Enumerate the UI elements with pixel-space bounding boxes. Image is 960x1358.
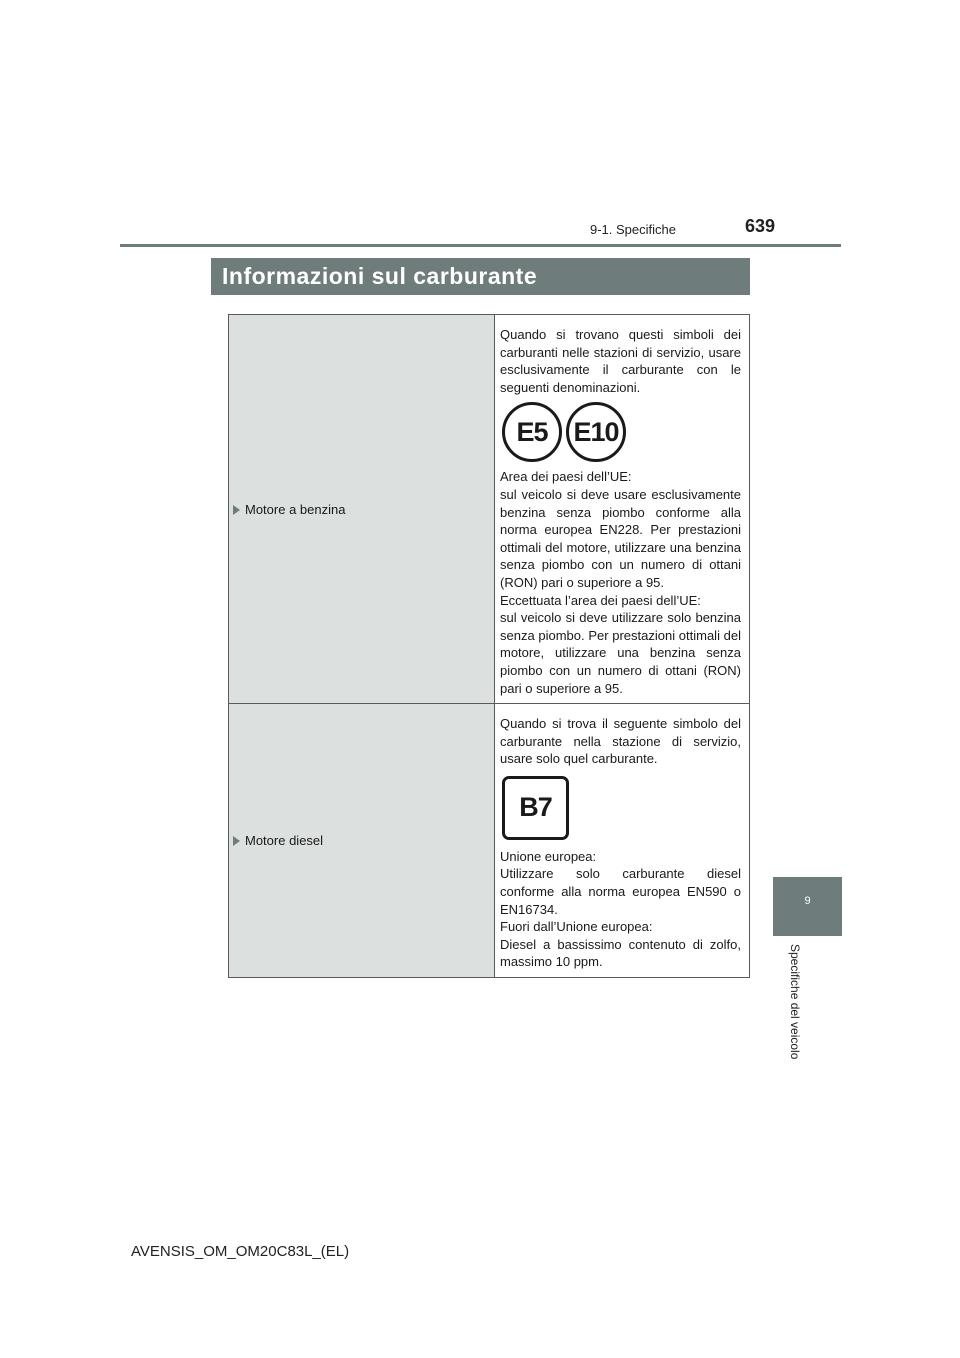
region-text: sul veicolo si deve utilizzare solo benzina senza piombo. Per prestazioni ottimali del motore, utilizzare una benzina senza piombo con un numero di ottani (RON) pari o superiore a 95.	[500, 610, 741, 696]
fuel-info-table	[228, 314, 750, 978]
header-rule	[120, 244, 841, 247]
table-row	[229, 315, 750, 704]
fuel-symbols	[500, 396, 741, 468]
table-row	[229, 704, 750, 978]
row-description-cell	[495, 315, 750, 704]
chapter-title: Specifiche del veicolo	[788, 944, 802, 1060]
region-heading: Unione europea:	[500, 848, 597, 864]
fuel-badge-e5-icon: E5	[502, 402, 562, 462]
region-heading: Fuori dall’Unione europea:	[500, 919, 653, 935]
row-label-cell	[229, 704, 495, 978]
row-description-cell	[495, 704, 750, 978]
region-heading: Area dei paesi dell’UE:	[500, 469, 632, 485]
row-intro: Quando si trovano questi simboli dei carburanti nelle stazioni di servizio, usare esclusivamente il carburante con le seguenti denominazioni.	[500, 327, 741, 395]
page-number: 639	[745, 216, 776, 236]
fuel-badge-e10-icon: E10	[566, 402, 626, 462]
region-heading: Eccettuata l’area dei paesi dell’UE:	[500, 592, 701, 608]
section-title: Informazioni sul carburante	[211, 258, 750, 295]
fuel-symbols	[500, 768, 741, 848]
fuel-badge-b7-icon: B7	[502, 776, 569, 840]
row-intro: Quando si trova il seguente simbolo del carburante nella stazione di servizio, usare solo quel carburante.	[500, 716, 741, 767]
arrow-bullet-icon	[233, 505, 240, 515]
region-text: Utilizzare solo carburante diesel conforme alla norma europea EN590 o EN16734.	[500, 866, 741, 917]
region-text: Diesel a bassissimo contenuto di zolfo, massimo 10 ppm.	[500, 936, 741, 970]
region-text: sul veicolo si deve usare esclusivamente benzina senza piombo conforme alla norma europea EN228. Per prestazioni ottimali del motore, utilizzare una benzina senza piombo con un numero di ottani (RON) pari o superiore a 95.	[500, 486, 741, 590]
document-code: AVENSIS_OM_OM20C83L_(EL)	[131, 1243, 350, 1260]
section-label: 9-1. Specifiche	[590, 222, 676, 237]
row-label: Motore diesel	[245, 833, 324, 849]
arrow-bullet-icon	[233, 836, 240, 846]
chapter-tab: 9	[773, 877, 842, 936]
row-label-cell	[229, 315, 495, 704]
row-label: Motore a benzina	[245, 501, 346, 517]
